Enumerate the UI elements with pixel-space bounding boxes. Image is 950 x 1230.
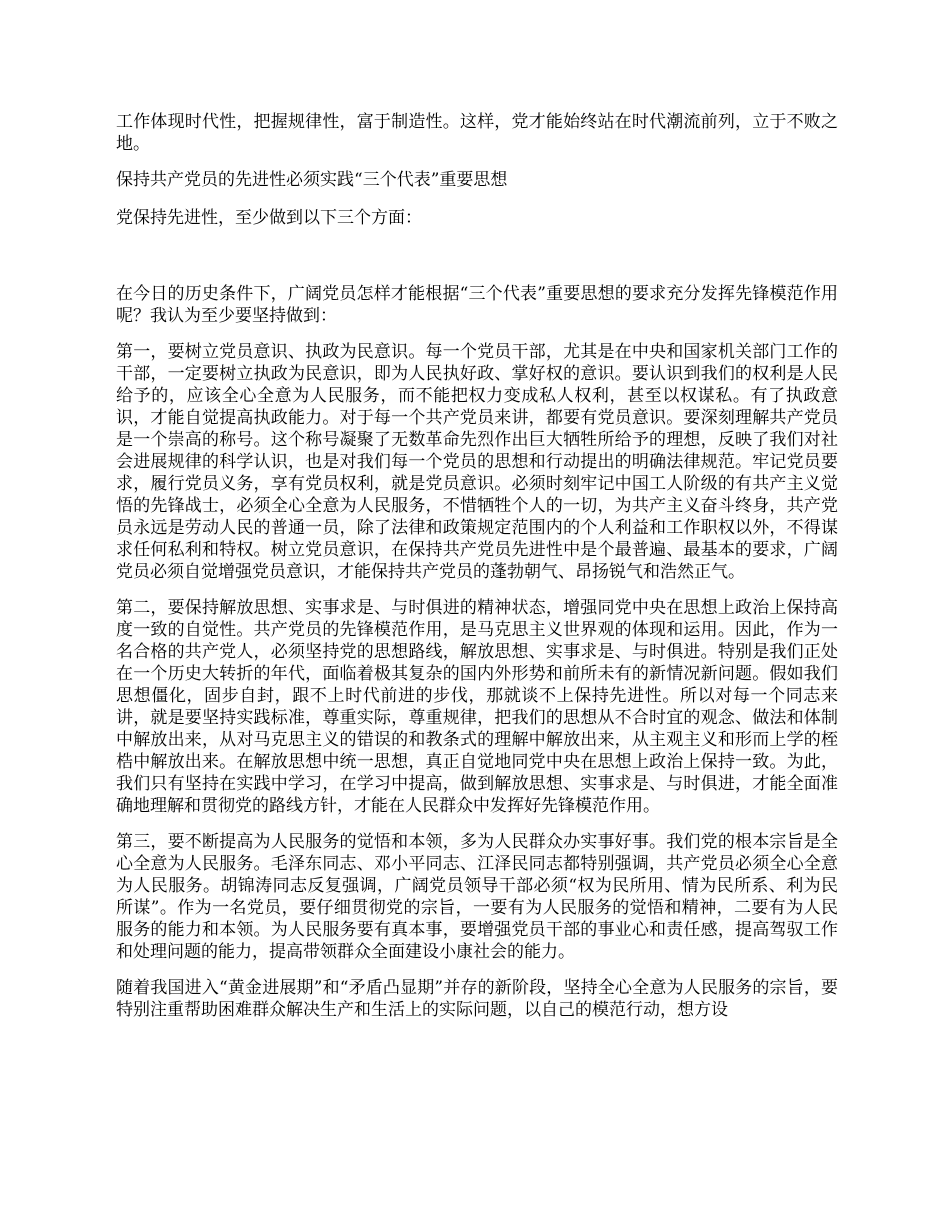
paragraph-question: 在今日的历史条件下，广阔党员怎样才能根据“三个代表”重要思想的要求充分发挥先锋模范作用呢？我认为至少要坚持做到： [116, 284, 838, 326]
paragraph-first-point: 第一，要树立党员意识、执政为民意识。每一个党员干部，尤其是在中央和国家机关部门工作的干部，一定要树立执政为民意识，即为人民执好政、掌好权的意识。要认识到我们的权利是人民给予的，应该全心全意为人民服务，而不能把权力变成私人权利，甚至以权谋私。有了执政意识，才能自觉提高执政能力。对于每一个共产党员来讲，都要有党员意识。要深刻理解共产党员是一个崇高的称号。这个称号凝聚了无数革命先烈作出巨大牺牲所给予的理想，反映了我们对社会进展规律的科学认识，也是对我们每一个党员的思想和行动提出的明确法律规范。牢记党员要求，履行党员义务，享有党员权利，就是党员意识。必须时刻牢记中国工人阶级的有共产主义觉悟的先锋战士，必须全心全意为人民服务，不惜牺牲个人的一切，为共产主义奋斗终身，共产党员永远是劳动人民的普通一员，除了法律和政策规定范围内的个人利益和工作职权以外，不得谋求任何私利和特权。树立党员意识，在保持共产党员先进性中是个最普遍、最基本的要求，广阔党员必须自觉增强党员意识，才能保持共产党员的蓬勃朝气、昂扬锐气和浩然正气。 [116, 342, 838, 582]
blank-spacer [116, 245, 838, 283]
paragraph-closing-partial: 随着我国进入“黄金进展期”和“矛盾凸显期”并存的新阶段，坚持全心全意为人民服务的宗旨，要特别注重帮助困难群众解决生产和生活上的实际问题，以自己的模范行动，想方设 [116, 978, 838, 1020]
document-body [116, 111, 838, 1035]
lead-in-sentence: 党保持先进性，至少做到以下三个方面： [116, 208, 422, 228]
paragraph-intro-continuation: 工作体现时代性，把握规律性，富于制造性。这样，党才能始终站在时代潮流前列，立于不败之地。 [116, 112, 838, 154]
paragraph-third-point: 第三，要不断提高为人民服务的觉悟和本领，多为人民群众办实事好事。我们党的根本宗旨是全心全意为人民服务。毛泽东同志、邓小平同志、江泽民同志都特别强调，共产党员必须全心全意为人民服务。胡锦涛同志反复强调，广阔党员领导干部必须“权为民所用、情为民所系、利为民所谋”。作为一名党员，要仔细贯彻党的宗旨，一要有为人民服务的觉悟和精神，二要有为人民服务的能力和本领。为人民服务要有真本事，要增强党员干部的事业心和责任感，提高驾驭工作和处理问题的能力，提高带领群众全面建设小康社会的能力。 [116, 832, 838, 962]
section-heading: 保持共产党员的先进性必须实践“三个代表”重要思想 [116, 170, 508, 190]
paragraph-second-point: 第二，要保持解放思想、实事求是、与时俱进的精神状态，增强同党中央在思想上政治上保持高度一致的自觉性。共产党员的先锋模范作用，是马克思主义世界观的体现和运用。因此，作为一名合格的共产党人，必须坚持党的思想路线，解放思想、实事求是、与时俱进。特别是我们正处在一个历史大转折的年代，面临着极其复杂的国内外形势和前所未有的新情况新问题。假如我们思想僵化，固步自封，跟不上时代前进的步伐，那就谈不上保持先进性。所以对每一个同志来讲，就是要坚持实践标准，尊重实际，尊重规律，把我们的思想从不合时宜的观念、做法和体制中解放出来，从对马克思主义的错误的和教条式的理解中解放出来，从主观主义和形而上学的桎梏中解放出来。在解放思想中统一思想，真正自觉地同党中央在思想上政治上保持一致。为此，我们只有坚持在实践中学习，在学习中提高，做到解放思想、实事求是、与时俱进，才能全面准确地理解和贯彻党的路线方针，才能在人民群众中发挥好先锋模范作用。 [116, 598, 838, 816]
